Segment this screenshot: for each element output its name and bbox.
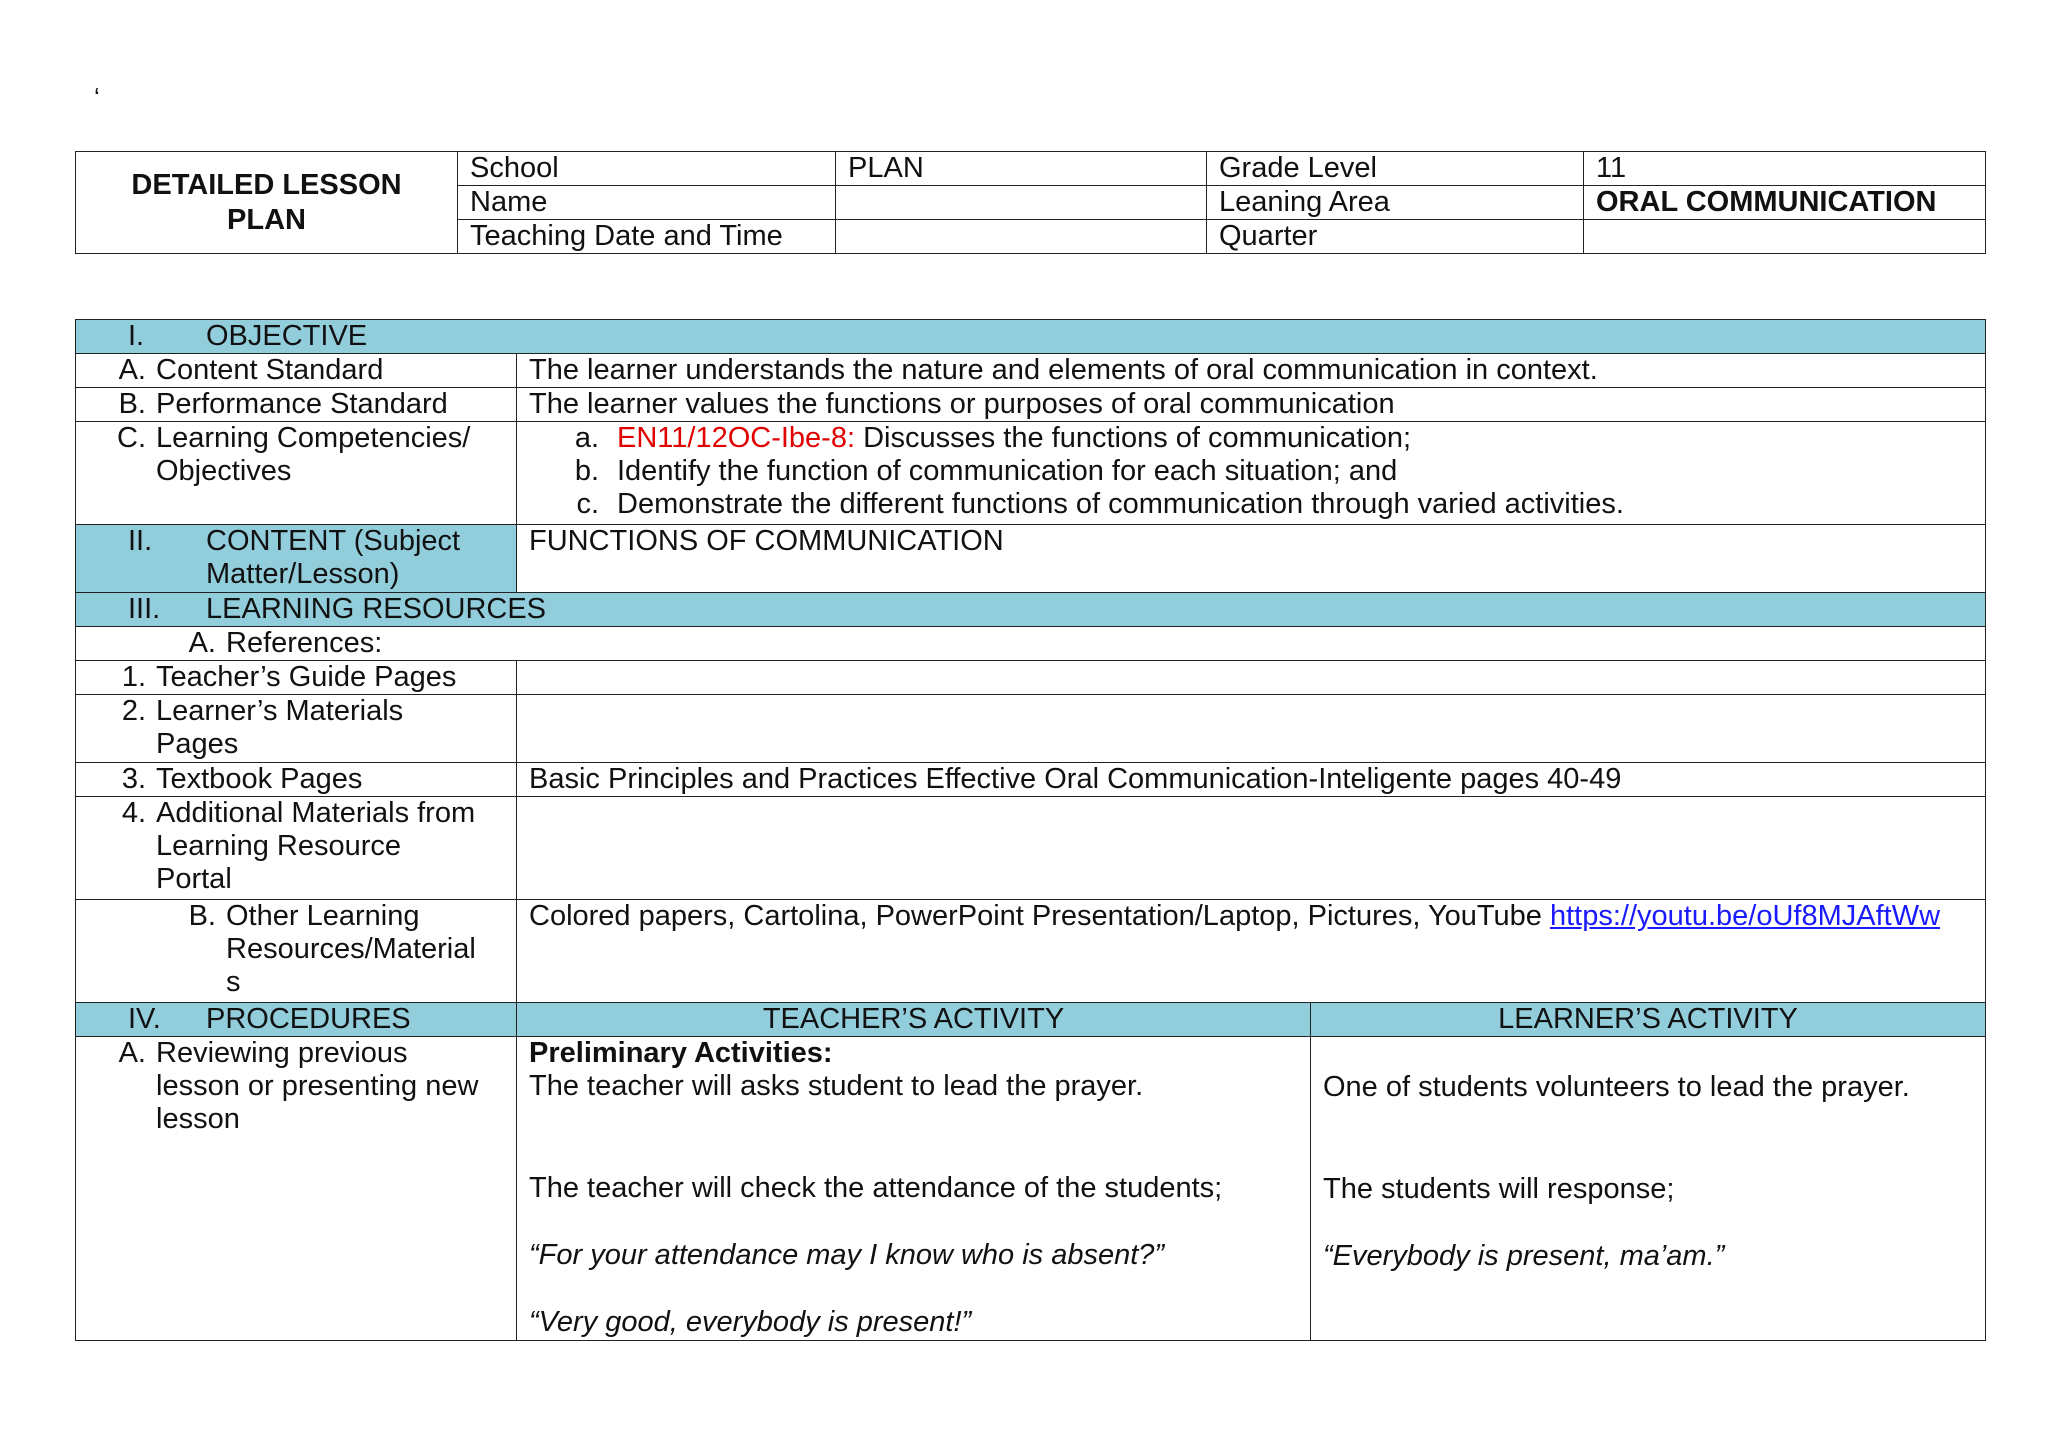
teacher-quote-absent: “For your attendance may I know who is absent?”	[529, 1239, 1165, 1271]
teacher-attendance: The teacher will check the attendance of the students;	[529, 1172, 1223, 1204]
other-resources-label: B. Other Learning Resources/Material s	[76, 900, 517, 1003]
teachers-guide-label: 1. Teacher’s Guide Pages	[76, 661, 517, 695]
section-resources-header: III. LEARNING RESOURCES	[76, 593, 1986, 627]
section-procedures-header: IV. PROCEDURES	[76, 1003, 517, 1037]
youtube-link[interactable]: https://youtu.be/oUf8MJAftWw	[1550, 900, 1941, 932]
learners-materials-value	[517, 695, 1986, 763]
textbook-pages-value: Basic Principles and Practices Effective Oral Communication-Inteligente pages 40-49	[517, 763, 1986, 797]
area-value: ORAL COMMUNICATION	[1584, 186, 1986, 220]
header-table	[75, 151, 1986, 254]
area-label: Leaning Area	[1207, 186, 1584, 220]
document-title: DETAILED LESSON PLAN	[76, 152, 458, 254]
learner-prayer: One of students volunteers to lead the prayer.	[1323, 1071, 1910, 1103]
competencies-list	[517, 422, 1986, 525]
school-value: PLAN	[836, 152, 1207, 186]
stray-mark: ‘	[94, 82, 100, 112]
quarter-label: Quarter	[1207, 220, 1584, 254]
references-label: A. References:	[76, 627, 1986, 661]
school-label: School	[458, 152, 836, 186]
textbook-pages-label: 3. Textbook Pages	[76, 763, 517, 797]
teacher-activity-header: TEACHER’S ACTIVITY	[517, 1003, 1311, 1037]
learner-activity-cell	[1311, 1037, 1986, 1341]
content-standard-label: A. Content Standard	[76, 354, 517, 388]
grade-value: 11	[1584, 152, 1986, 186]
competency-item: c. Demonstrate the different functions of communication through varied activities.	[576, 488, 1624, 520]
learner-quote: “Everybody is present, ma’am.”	[1323, 1240, 1725, 1272]
lesson-plan-table	[75, 319, 1986, 1341]
content-standard-text: The learner understands the nature and elements of oral communication in context.	[517, 354, 1986, 388]
section-objective-header: I. OBJECTIVE	[76, 320, 1986, 354]
competency-item: b. Identify the function of communication for each situation; and	[574, 455, 1398, 487]
performance-standard-text: The learner values the functions or purposes of oral communication	[517, 388, 1986, 422]
grade-label: Grade Level	[1207, 152, 1584, 186]
additional-materials-value	[517, 797, 1986, 900]
preliminary-heading: Preliminary Activities:	[529, 1037, 833, 1069]
content-value: FUNCTIONS OF COMMUNICATION	[517, 525, 1986, 593]
learner-response: The students will response;	[1323, 1173, 1675, 1205]
competencies-label: C. Learning Competencies/ Objectives	[76, 422, 517, 525]
learner-activity-header: LEARNER’S ACTIVITY	[1311, 1003, 1986, 1037]
teacher-prayer: The teacher will asks student to lead the prayer.	[529, 1070, 1144, 1102]
section-content-header: II. CONTENT (Subject Matter/Lesson)	[76, 525, 517, 593]
name-label: Name	[458, 186, 836, 220]
teachers-guide-value	[517, 661, 1986, 695]
teacher-quote-present: “Very good, everybody is present!”	[529, 1306, 972, 1338]
other-resources-value: Colored papers, Cartolina, PowerPoint Presentation/Laptop, Pictures, YouTube https://youtu.be/oUf8MJAftWw	[517, 900, 1986, 1003]
date-label: Teaching Date and Time	[458, 220, 836, 254]
reviewing-lesson-label: A. Reviewing previous lesson or presenting new lesson	[76, 1037, 517, 1341]
additional-materials-label: 4. Additional Materials from Learning Resource Portal	[76, 797, 517, 900]
quarter-value	[1584, 220, 1986, 254]
learners-materials-label: 2. Learner’s Materials Pages	[76, 695, 517, 763]
competency-item: a. EN11/12OC-Ibe-8: Discusses the functions of communication;	[574, 422, 1412, 454]
date-value	[836, 220, 1207, 254]
name-value	[836, 186, 1207, 220]
competency-code: EN11/12OC-Ibe-8:	[617, 422, 856, 454]
performance-standard-label: B. Performance Standard	[76, 388, 517, 422]
teacher-activity-cell	[517, 1037, 1311, 1341]
